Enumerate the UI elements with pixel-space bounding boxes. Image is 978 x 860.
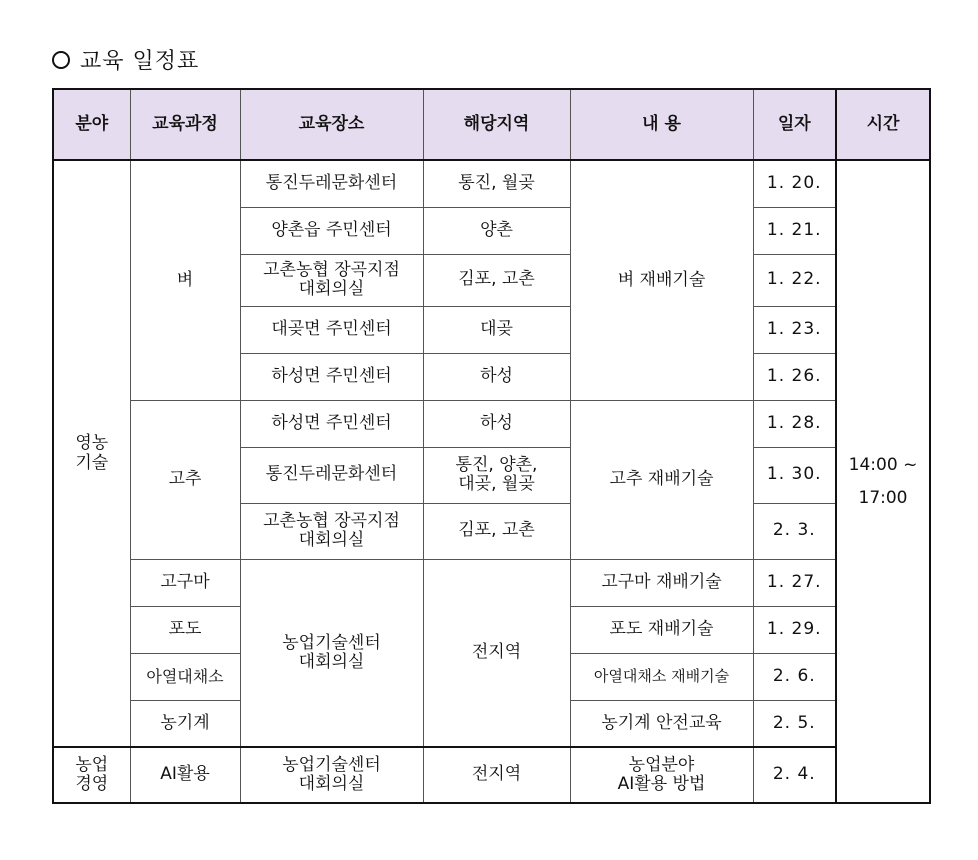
date-cell: 1. 29. — [753, 606, 836, 653]
date-cell: 1. 22. — [753, 254, 836, 306]
region-all: 전지역 — [423, 559, 570, 747]
date-cell: 1. 21. — [753, 207, 836, 254]
place-cell: 하성면 주민센터 — [240, 400, 423, 447]
course-pepper: 고추 — [130, 400, 240, 559]
header-field: 분야 — [53, 89, 130, 160]
content-rice: 벼 재배기술 — [570, 160, 753, 400]
content-cell: 포도 재배기술 — [570, 606, 753, 653]
region-cell: 대곶 — [423, 306, 570, 353]
course-cell: 포도 — [130, 606, 240, 653]
date-cell: 1. 26. — [753, 353, 836, 400]
date-cell: 2. 6. — [753, 653, 836, 700]
course-cell: 고구마 — [130, 559, 240, 606]
time-cell: 14:00 ~ 17:00 — [836, 160, 930, 803]
date-cell: 2. 5. — [753, 700, 836, 747]
table-row — [53, 160, 930, 207]
place-cell: 대곶면 주민센터 — [240, 306, 423, 353]
region-cell: 하성 — [423, 353, 570, 400]
course-cell: AI활용 — [130, 747, 240, 803]
place-cell: 통진두레문화센터 — [240, 447, 423, 503]
place-cell: 고촌농협 장곡지점 대회의실 — [240, 254, 423, 306]
schedule-title — [52, 44, 199, 75]
content-cell: 아열대채소 재배기술 — [570, 653, 753, 700]
schedule-title-text: 교육 일정표 — [80, 49, 200, 74]
date-cell: 1. 30. — [753, 447, 836, 503]
date-cell: 2. 3. — [753, 503, 836, 559]
header-row — [53, 89, 930, 160]
place-cell: 농업기술센터 대회의실 — [240, 747, 423, 803]
content-pepper: 고추 재배기술 — [570, 400, 753, 559]
table-row — [53, 747, 930, 803]
table-row — [53, 400, 930, 447]
circle-bullet-icon — [52, 51, 70, 69]
group-farm-mgmt: 농업 경영 — [53, 747, 130, 803]
group-farming-tech: 영농 기술 — [53, 160, 130, 747]
content-cell: 농업분야 AI활용 방법 — [570, 747, 753, 803]
region-cell: 하성 — [423, 400, 570, 447]
date-cell: 1. 27. — [753, 559, 836, 606]
course-cell: 아열대채소 — [130, 653, 240, 700]
region-cell: 전지역 — [423, 747, 570, 803]
region-cell: 김포, 고촌 — [423, 254, 570, 306]
content-cell: 고구마 재배기술 — [570, 559, 753, 606]
place-cell: 양촌읍 주민센터 — [240, 207, 423, 254]
region-cell: 통진, 양촌, 대곶, 월곶 — [423, 447, 570, 503]
region-cell: 양촌 — [423, 207, 570, 254]
schedule-table — [52, 88, 931, 804]
place-cell: 고촌농협 장곡지점 대회의실 — [240, 503, 423, 559]
header-time: 시간 — [836, 89, 930, 160]
date-cell: 1. 23. — [753, 306, 836, 353]
header-date: 일자 — [753, 89, 836, 160]
place-cell: 통진두레문화센터 — [240, 160, 423, 207]
date-cell: 1. 28. — [753, 400, 836, 447]
place-center: 농업기술센터 대회의실 — [240, 559, 423, 747]
course-cell: 농기계 — [130, 700, 240, 747]
table-row — [53, 559, 930, 606]
header-place: 교육장소 — [240, 89, 423, 160]
region-cell: 김포, 고촌 — [423, 503, 570, 559]
place-cell: 하성면 주민센터 — [240, 353, 423, 400]
header-content: 내 용 — [570, 89, 753, 160]
date-cell: 1. 20. — [753, 160, 836, 207]
header-region: 해당지역 — [423, 89, 570, 160]
region-cell: 통진, 월곶 — [423, 160, 570, 207]
course-rice: 벼 — [130, 160, 240, 400]
date-cell: 2. 4. — [753, 747, 836, 803]
content-cell: 농기계 안전교육 — [570, 700, 753, 747]
header-course: 교육과정 — [130, 89, 240, 160]
